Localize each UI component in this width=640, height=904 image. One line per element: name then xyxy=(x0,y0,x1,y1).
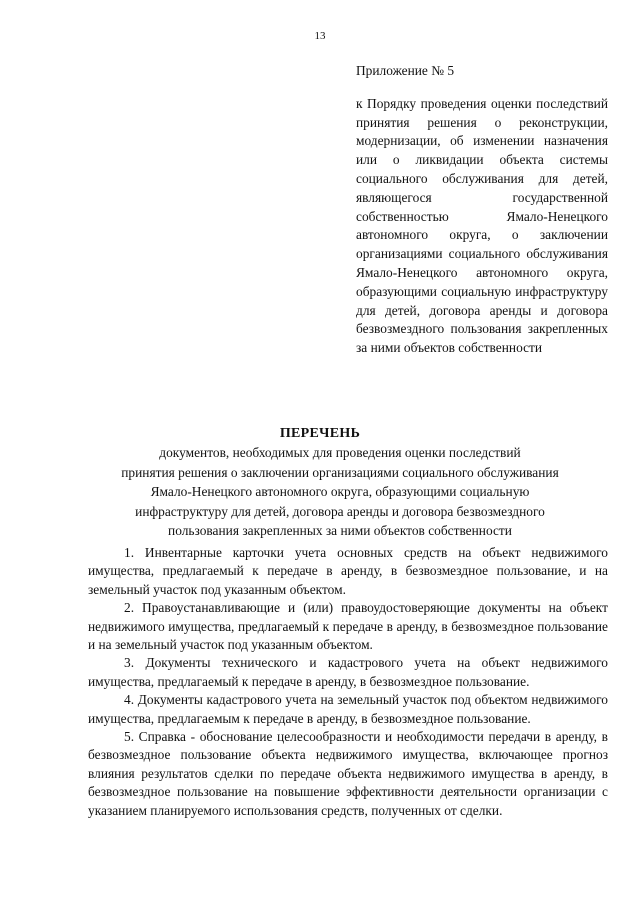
document-title: ПЕРЕЧЕНЬ xyxy=(279,426,361,441)
page-number: 13 xyxy=(314,30,326,42)
subtitle-line: Ямало-Ненецкого автономного округа, образующими социальную xyxy=(150,484,530,500)
subtitle-line: пользования закрепленных за ними объектов собственности xyxy=(168,523,512,539)
list-item: 3. Документы технического и кадастрового учета на объект недвижимого имущества, предлагаемый к передаче в аренду, в безвозмездное пользование. xyxy=(88,655,608,689)
appendix-block xyxy=(356,62,608,358)
subtitle-line: принятия решения о заключении организациями социального обслуживания xyxy=(121,464,559,480)
list-item: 4. Документы кадастрового учета на земельный участок под объектом недвижимого имущества, предлагаемым к передаче в аренду, в безвозмездное пользование. xyxy=(88,692,608,726)
document-list xyxy=(88,544,608,820)
appendix-title: Приложение № 5 xyxy=(356,63,455,78)
document-subtitle xyxy=(80,443,600,541)
list-item: 1. Инвентарные карточки учета основных средств на объект недвижимого имущества, предлагаемый к передаче в аренду, в безвозмездное пользование, и на земельный участок под указанным объектом. xyxy=(88,545,608,597)
subtitle-line: инфраструктуру для детей, договора аренды и договора безвозмездного xyxy=(135,503,545,519)
appendix-body: к Порядку проведения оценки последствий принятия решения о реконструкции, модернизации, об изменении назначения или о ликвидации объекта системы социального обслуживания для детей, являющегося государственной собственностью Ямало-Ненецкого автономного округа, о заключении организациями социального обслуживания Ямало-Ненецкого автономного округа, образующими социальную инфраструктуру для детей, договора аренды и договора безвозмездного пользования закрепленных за ними объектов собственности xyxy=(356,95,608,356)
subtitle-line: документов, необходимых для проведения оценки последствий xyxy=(159,445,521,460)
list-item: 5. Справка - обоснование целесообразности и необходимости передачи в аренду, в безвозмездное пользование объекта недвижимого имущества, включающее прогноз влияния результатов сделки по передаче объекта недвижимого имущества в аренду, в безвозмездное пользование на повышение эффективности деятельности организации с указанием планируемого использования средств, полученных от сделки. xyxy=(88,729,608,818)
list-item: 2. Правоустанавливающие и (или) правоудостоверяющие документы на объект недвижимого имущества, предлагаемый к передаче в аренду, в безвозмездное пользование и на земельный участок под указанным объектом. xyxy=(88,600,608,653)
